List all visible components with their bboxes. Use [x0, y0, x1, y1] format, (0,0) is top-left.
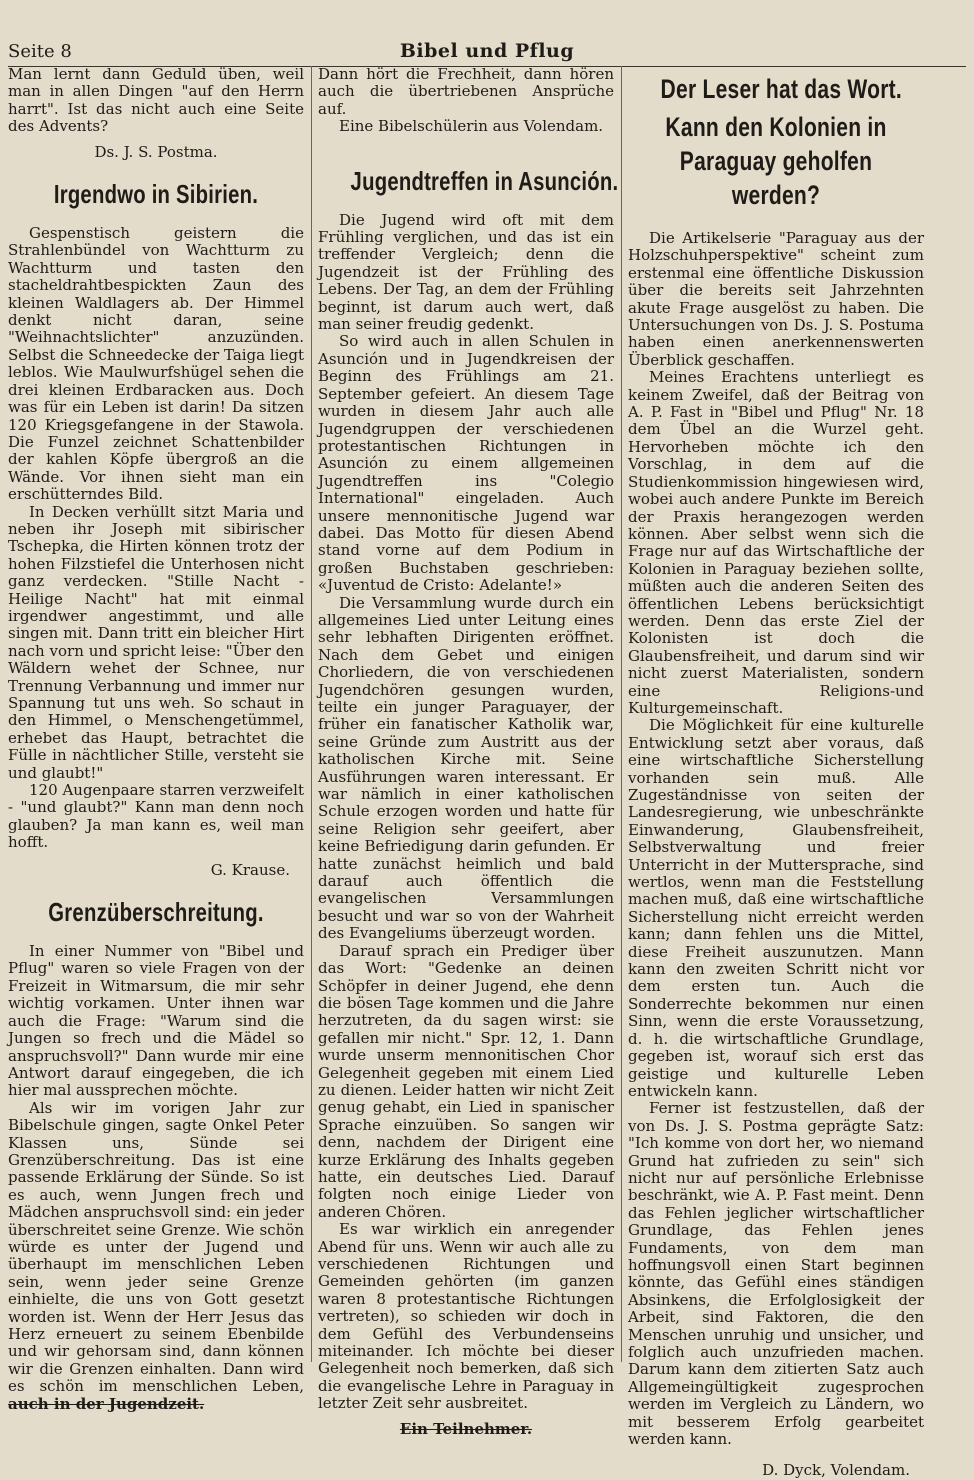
continued-text: Man lernt dann Geduld üben, weil man in allen Dingen "auf den Herrn harrt". Ist das nicht auch eine Seite des Advents? [8, 65, 304, 136]
article-paragraph [8, 1100, 304, 1413]
article-title: Jugendtreffen in Asunción. [350, 165, 619, 196]
article-paragraph: Die Möglichkeit für eine kulturelle Entwicklung setzt aber voraus, daß eine wirtschaftliche Sicherstellung vorhanden sein muß. Alle Zugeständnisse von seiten der Landesregierung, wie unbeschränkte Einwanderung, Glaubensfreiheit, Selbstverwaltung und freier Unterricht in der Muttersprache, sind wertlos, wenn man die Feststellung machen muß, daß eine wirtschaftliche Sicherstellung nicht erreicht werden kann; dann fehlen uns die Mittel, diese Freiheit auszunutzen. Mann kann den zweiten Schritt nicht vor dem ersten tun. Auch die Sonderrechte bekommen nur einen Sinn, wenn die erste Voraussetzung, d. h. die wirtschaftliche Grundlage, gegeben ist, worauf sich erst das geistige und kulturelle Leben entwickeln kann. [628, 716, 924, 1100]
struck-text: auch in der Jugendzeit. [8, 1394, 205, 1413]
article-paragraph: So wird auch in allen Schulen in Asunción und in Jugendkreisen der Beginn des Frühlings am 21. September gefeiert. An diesem Tage wurden in diesem Jahr auch alle Jugendgruppen der verschiedenen protestantischen Richtungen in Asunción zu einem allgemeinen Jugendtreffen ins "Colegio International" eingeladen. Auch unsere mennonitische Jugend war dabei. Das Motto für diesen Abend stand vorne auf dem Podium in großen Buchstaben geschrieben: «Juventud de Cristo: Adelante!» [318, 332, 614, 595]
article-title: Grenzüberschreitung. [48, 897, 264, 928]
page-number: Seite 8 [8, 41, 72, 62]
article-signature: G. Krause. [210, 860, 290, 879]
article-paragraph: Die Versammlung wurde durch ein allgemeines Lied unter Leitung eines sehr lebhaften Dirigenten eröffnet. Nach dem Gebet und einigen Chorliedern, die von verschiedenen Jugendchören gesungen wurden, teilte ein junger Paraguayer, der früher ein fanatischer Katholik war, seine Gründe zum Austritt aus der katholischen Kirche mit. Seine Ausführungen waren interessant. Er war nämlich in einer katholischen Schule erzogen worden und hatte für seine Religion sehr geeifert, aber keine Befriedigung darin gefunden. Er hatte zunächst heimlich und bald darauf auch öffentlich die evangelischen Versammlungen besucht und war so von der Wahrheit des Evangeliums überzeugt worden. [318, 593, 614, 943]
article-signature: Eine Bibelschülerin aus Volendam. [339, 117, 604, 136]
column-divider [311, 66, 312, 1362]
article-signature: D. Dyck, Volendam. [762, 1461, 910, 1480]
column-divider [621, 66, 622, 1362]
article-paragraph: Gespenstisch geistern die Strahlenbündel von Wachtturm zu Wachtturm und tasten den stacheldrahtbespickten Zaun des kleinen Waldlagers ab. Der Himmel denkt nicht daran, seine "Weihnachtslichter" anzuzünden. Selbst die Schneedecke der Taiga liegt leblos. Wie Maulwurfshügel sehen die drei kleinen Erdbaracken aus. Doch was für ein Leben ist darin! Da sitzen 120 Kriegsgefangene in der Stawola. Die Funzel zeichnet Schattenbilder der kahlen Köpfe übergroß an die Wände. Vor ihnen sieht man ein erschütterndes Bild. [8, 224, 304, 504]
section-title: Der Leser hat das Wort. [660, 74, 902, 104]
article-paragraph: Darauf sprach ein Prediger über das Wort: "Gedenke an deinen Schöpfer in deiner Jugend, ehe denn die bösen Tage kommen und die Jahre herzutreten, da du sagen wirst: sie gefallen mir nicht." Spr. 12, 1. Dann wurde unserm mennonitischen Chor Gelegenheit gegeben mit einem Lied zu dienen. Leider hatten wir nicht Zeit genug gehabt, ein Lied in spanischer Sprache einzuüben. So sangen wir denn, nachdem der Dirigent eine kurze Erklärung des Inhalts gegeben hatte, ein deutsches Lied. Darauf folgten noch einige Lieder von anderen Chören. [318, 941, 614, 1221]
article-paragraph: In Decken verhüllt sitzt Maria und neben ihr Joseph mit sibirischer Tschepka, die Hirten können trotz der hohen Filzstiefel die Unterhosen nicht ganz verdecken. "Stille Nacht - Heilige Nacht" hat mit einmal irgendwer angestimmt, und alle singen mit. Dann tritt ein bleicher Hirt nach vorn und spricht leise: "Über den Wäldern wehet der Schnee, nur Trennung Verbannung und immer nur Spannung tut uns weh. So schaut in den Himmel, o Menschengetümmel, erhebet das Haupt, betrachtet die Fülle in nächtlicher Stille, versteht sie und glaubt!" [8, 502, 304, 782]
page-header [8, 40, 966, 67]
article-signature: Ein Teilnehmer. [399, 1419, 533, 1438]
column-right [628, 66, 924, 1480]
continued-text: Dann hört die Frechheit, dann hören auch die übertriebenen Ansprüche auf. [318, 65, 614, 118]
paragraph-text: Als wir im vorigen Jahr zur Bibelschule gingen, sagte Onkel Peter Klassen uns, Sünde sei Grenzüberschreitung. Das ist eine passende Erklärung der Sünde. So ist es auch, wenn Jungen frech und Mädchen anspruchsvoll sind: ein jeder überschreitet seine Grenze. Wie schön würde es unter der Jugend und überhaupt im menschlichen Leben sein, wenn jeder seine Grenze einhielte, die uns von Gott gesetzt worden ist. Wenn der Herr Jesus das Herz erneuert zu seinem Ebenbilde und wir gehorsam sind, dann können wir die Grenzen einhalten. Dann wird es schön im menschlichen Leben, [8, 1098, 304, 1396]
article-title: Kann den Kolonien in Paraguay geholfen werden? [665, 112, 887, 210]
article-paragraph: Die Artikelserie "Paraguay aus der Holzschuhperspektive" scheint zum erstenmal eine öffentliche Diskussion über die bereits seit Jahrzehnten akute Frage ausgelöst zu haben. Die Untersuchungen von Ds. J. S. Postuma haben einen anerkennenswerten Überblick geschaffen. [628, 229, 924, 369]
article-paragraph: Meines Erachtens unterliegt es keinem Zweifel, daß der Beitrag von A. P. Fast in "Bibel und Pflug" Nr. 18 dem Übel an die Wurzel geht. Hervorheben möchte ich den Vorschlag, in dem auf die Studienkommission hingewiesen wird, wobei auch andere Punkte im Bereich der Praxis herangezogen werden können. Aber selbst wenn sich die Frage nur auf das Wirtschaftliche der Kolonien in Paraguay beziehen sollte, müßten auch die anderen Seiten des öffentlichen Lebens berücksichtigt werden. Denn das erste Ziel der Kolonisten ist doch die Glaubensfreiheit, und darum sind wir nicht zuerst Materialisten, sondern eine Religions-und Kulturgemeinschaft. [628, 368, 924, 717]
article-title: Irgendwo in Sibirien. [53, 179, 259, 210]
article-paragraph: In einer Nummer von "Bibel und Pflug" waren so viele Fragen von der Freizeit in Witmarsum, die mir sehr wichtig vorkamen. Unter ihnen war auch die Frage: "Warum sind die Jungen so frech und die Mädel so anspruchsvoll?" Dann wurde mir eine Antwort darauf eingegeben, die ich hier mal aussprechen möchte. [8, 942, 304, 1100]
article-paragraph: Es war wirklich ein anregender Abend für uns. Wenn wir auch alle zu verschiedenen Richtungen und Gemeinden gehörten (im ganzen waren 8 protestantische Richtungen vertreten), so schieden wir doch in dem Gefühl des Verbundenseins miteinander. Ich möchte bei dieser Gelegenheit noch bemerken, daß sich die evangelische Lehre in Paraguay in letzter Zeit sehr ausbreitet. [318, 1220, 614, 1413]
column-middle [318, 65, 619, 1438]
column-left [8, 66, 304, 1413]
article-signature: Ds. J. S. Postma. [94, 142, 218, 161]
newspaper-title: Bibel und Pflug [399, 40, 575, 62]
article-paragraph: 120 Augenpaare starren verzweifelt - "und glaubt?" Kann man denn noch glauben? Ja man kann es, weil man hofft. [8, 781, 304, 852]
article-paragraph: Die Jugend wird oft mit dem Frühling verglichen, und das ist ein treffender Vergleich; denn die Jugendzeit ist der Frühling des Lebens. Der Tag, an dem der Frühling beginnt, ist darum auch wert, daß man seiner freudig gedenkt. [318, 210, 614, 334]
article-paragraph: Ferner ist festzustellen, daß der von Ds. J. S. Postma geprägte Satz: "Ich komme von dort her, wo niemand Grund hat zufrieden zu sein" sich nicht nur auf persönliche Erlebnisse beschränkt, wie A. P. Fast meint. Denn das Fehlen jeglicher wirtschaftlicher Grundlage, das Fehlen jenes Fundaments, von dem man hoffnungsvoll einen Start beginnen könnte, das Gefühl eines ständigen Absinkens, die Erfolglosigkeit der Arbeit, sind Faktoren, die den Menschen unruhig und unsicher, und folglich auch unzufrieden machen. Darum kann dem zitierten Satz auch Allgemeingültigkeit zugesprochen werden im Vergleich zu Ländern, wo mit besserem Erfolg gearbeitet werden kann. [628, 1099, 924, 1449]
